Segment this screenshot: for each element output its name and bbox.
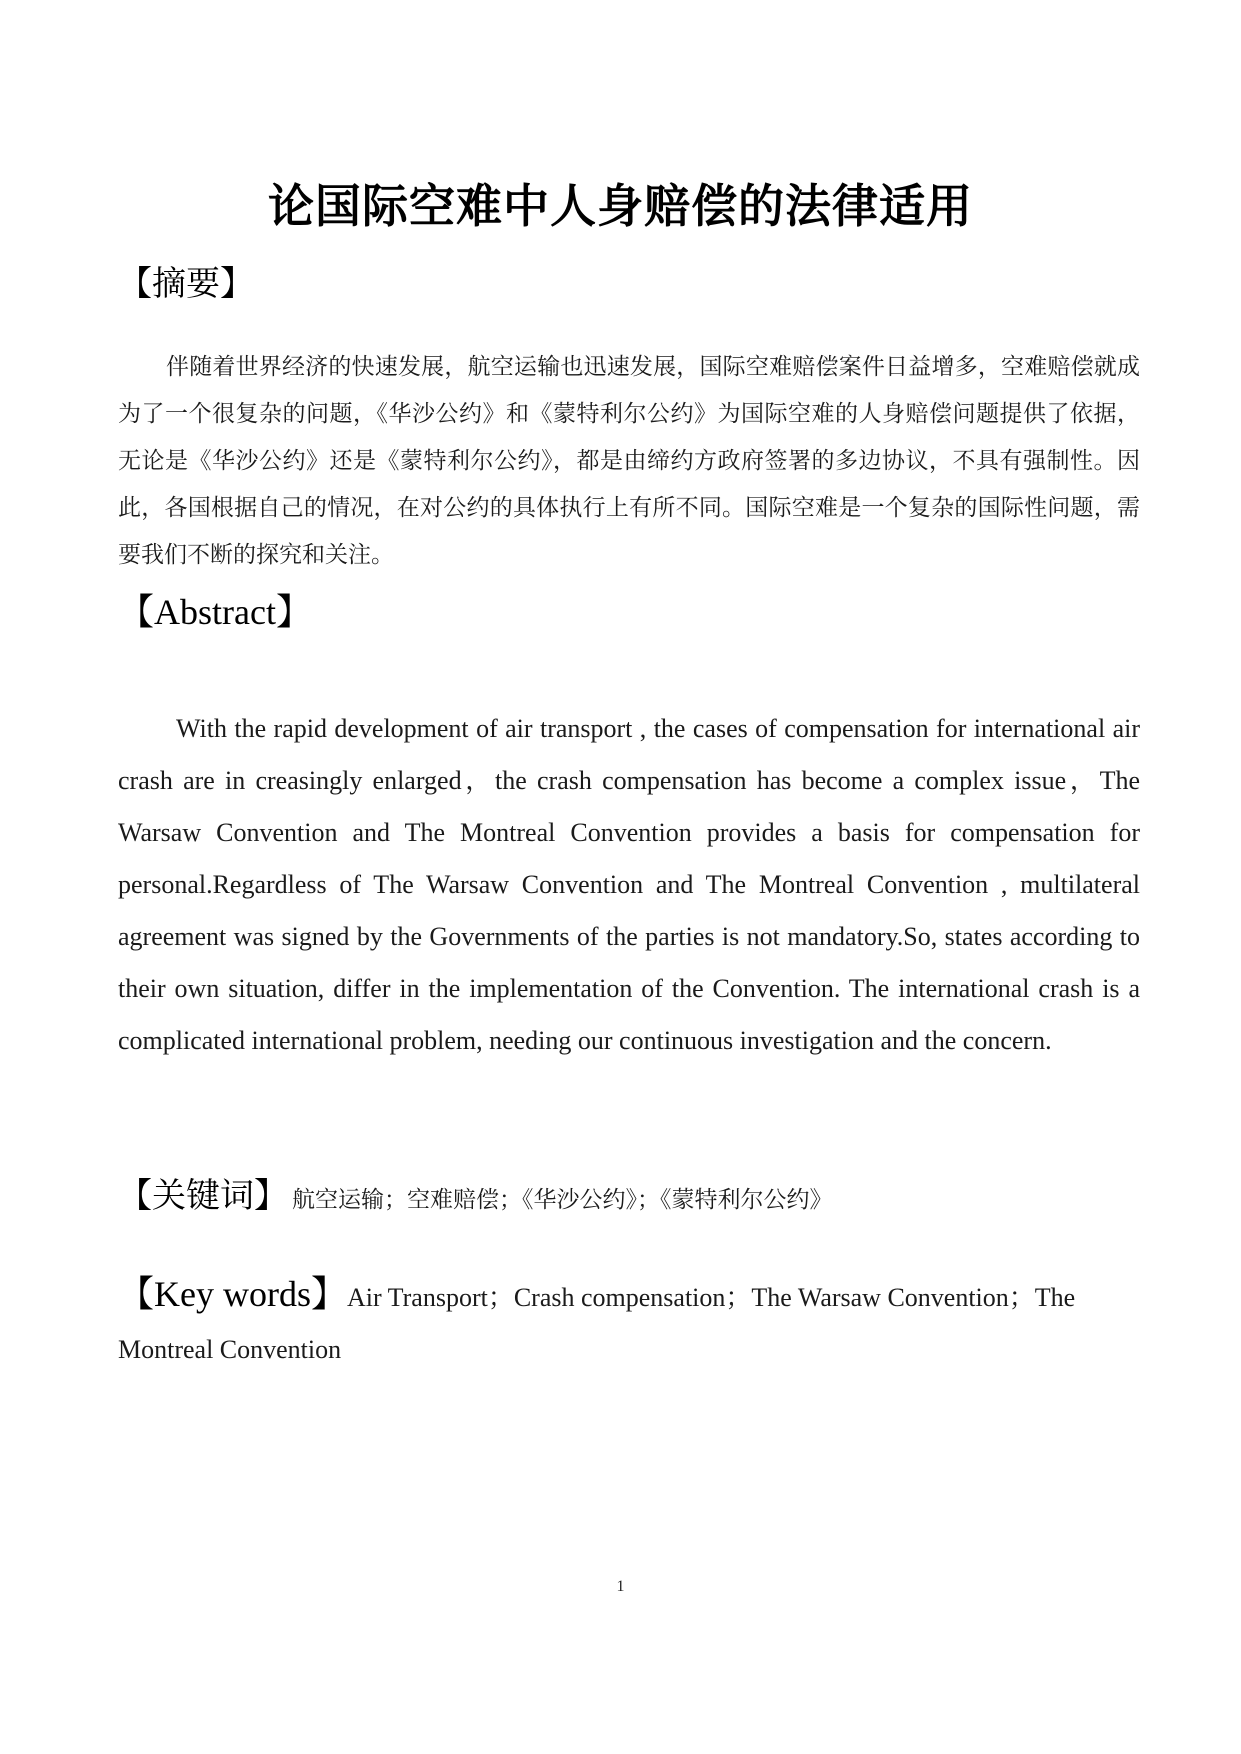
keywords-en-text: Air Transport；Crash compensation；The Warsaw Convention；The Montreal Convention [118, 1283, 1076, 1364]
abstract-cn-body: 伴随着世界经济的快速发展，航空运输也迅速发展，国际空难赔偿案件日益增多，空难赔偿就成为了一个很复杂的问题，《华沙公约》和《蒙特利尔公约》为国际空难的人身赔偿问题提供了依据，无论是《华沙公约》还是《蒙特利尔公约》，都是由缔约方政府签署的多边协议，不具有强制性。因此，各国根据自己的情况，在对公约的具体执行上有所不同。国际空难是一个复杂的国际性问题，需要我们不断的探究和关注。 [118, 354, 1140, 568]
abstract-en-heading: 【Abstract】 [118, 592, 312, 632]
abstract-en-body: With the rapid development of air transport , the cases of compensation for international air crash are in creasingly enlarged，the crash compensation has become a complex issue，The Warsaw Convention and The Montreal Convention provides a basis for compensation for personal.Regardless of The Warsaw Convention and The Montreal Convention , multilateral agreement was signed by the Governments of the parties is not mandatory.So, states according to their own situation, differ in the implementation of the Convention. The international crash is a complicated international problem, needing our continuous investigation and the concern. [118, 714, 1140, 1055]
keywords-cn-heading: 【关键词】 [118, 1176, 288, 1216]
keywords-en [118, 1268, 1148, 1376]
keywords-cn [118, 1168, 833, 1217]
page-number: 1 [616, 1578, 625, 1595]
paper-title: 论国际空难中人身赔偿的法律适用 [268, 179, 973, 233]
keywords-cn-text: 航空运输；空难赔偿；《华沙公约》；《蒙特利尔公约》 [292, 1187, 833, 1213]
abstract-cn-heading: 【摘要】 [118, 264, 254, 304]
keywords-en-heading: 【Key words】 [118, 1274, 347, 1314]
